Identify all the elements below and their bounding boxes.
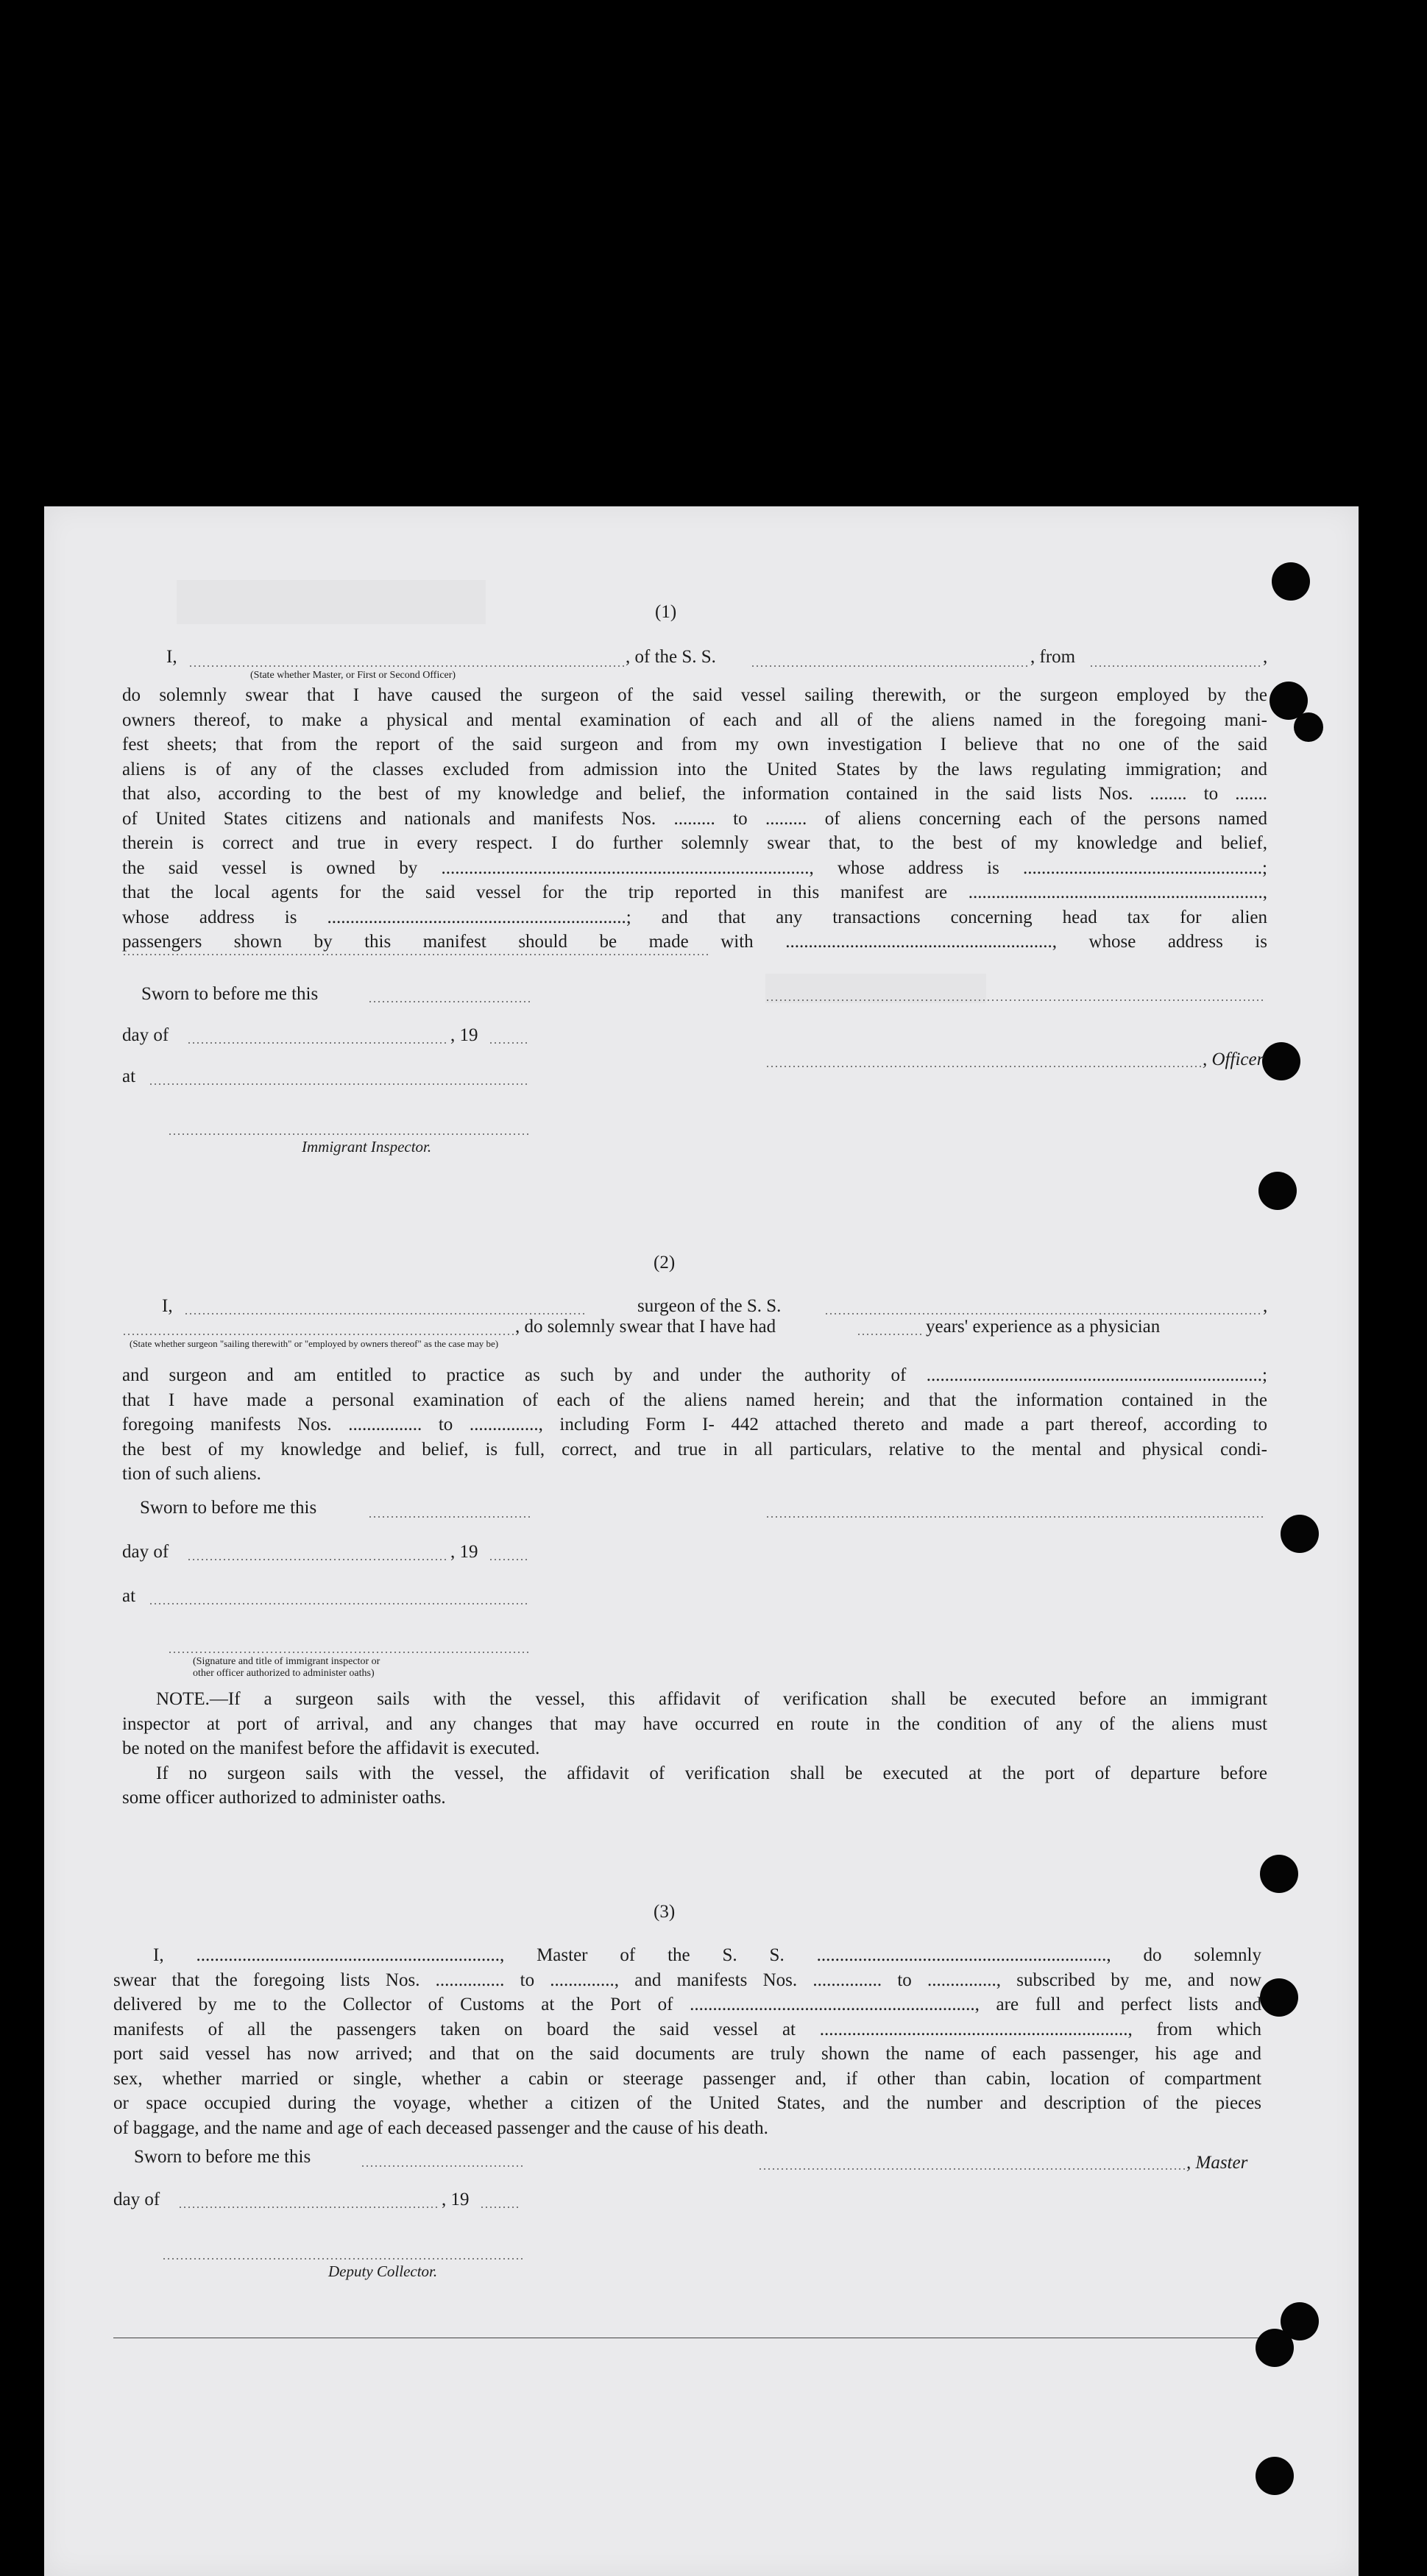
month-blank: [178, 2207, 440, 2208]
paragraph-line: fest sheets; that from the report of the said surgeon and from my own investigation I believe that no one of the said: [122, 735, 1267, 754]
surgeon-status-caption: (State whether surgeon "sailing therewith" or "employed by owners thereof" as the case may be): [130, 1338, 499, 1349]
section-1-heading: (1): [655, 602, 677, 622]
month-blank: [187, 1559, 449, 1560]
paragraph-line: and surgeon and am entitled to practice as such by and under the authority of .........................................................................;: [122, 1365, 1267, 1385]
punch-hole: [1272, 562, 1310, 601]
year-prefix: , 19: [442, 2190, 470, 2209]
paragraph-line: of United States citizens and nationals and manifests Nos. ......... to ......... of aliens concerning each of the persons named: [122, 808, 1267, 829]
bleed-through-stamp: [177, 580, 486, 624]
sworn-label: Sworn to before me this: [140, 1498, 317, 1518]
officer-rank-caption: (State whether Master, or First or Second Officer): [250, 670, 456, 681]
punch-hole: [1262, 1042, 1300, 1080]
manifest-page: [44, 506, 1359, 2576]
master-caption: , Master: [1186, 2153, 1248, 2173]
paragraph-line: I, .................................................................., Master of the S. S. ..............................................................., do solemnly: [153, 1945, 1261, 1965]
section-1-paragraph: [122, 683, 1267, 955]
day-of-label: day of: [113, 2190, 160, 2209]
note-line: inspector at port of arrival, and any changes that may have occurred en route in the condition of any of the aliens must: [122, 1713, 1267, 1734]
years-blank: [857, 1334, 921, 1335]
paragraph-line: owners thereof, to make a physical and mental examination of each and all of the aliens named in the foregoing mani-: [122, 710, 1267, 730]
paragraph-line: tion of such aliens.: [122, 1464, 261, 1484]
of-the-ss-label: , of the S. S.: [626, 647, 716, 667]
paragraph-line: passengers shown by this manifest should be made with .........................................................., whose address is: [122, 932, 1267, 952]
signature-caption: other officer authorized to administer oaths): [193, 1668, 375, 1679]
place-blank: [149, 1603, 530, 1604]
paragraph-line: swear that the foregoing lists Nos. ............... to .............., and manifests Nos. ............... to ..............., subscribed by me, and now: [113, 1970, 1261, 1990]
day-of-label: day of: [122, 1025, 169, 1045]
paragraph-line: therein is correct and true in every respect. I do further solemnly swear that, to the best of my knowledge and belief,: [122, 833, 1267, 853]
year-prefix: , 19: [450, 1542, 478, 1562]
paragraph-line: sex, whether married or single, whether a cabin or steerage passenger and, if other than cabin, location of compartment: [113, 2068, 1261, 2089]
at-label: at: [122, 1066, 136, 1086]
paragraph-line: delivered by me to the Collector of Customs at the Port of .............................................................., are full and perfect lists and: [113, 1995, 1261, 2014]
punch-hole: [1260, 1855, 1298, 1893]
line-end-comma: ,: [1263, 1296, 1268, 1316]
surgeon-status-blank: [122, 1334, 514, 1335]
paragraph-line: that I have made a personal examination of each of the aliens named herein; and that the information contained in the: [122, 1390, 1267, 1410]
deputy-caption: Deputy Collector.: [328, 2262, 438, 2280]
sworn-date-blank: [368, 1516, 530, 1518]
punch-hole: [1260, 1978, 1298, 2017]
paragraph-line: foregoing manifests Nos. ................ to ..............., including Form I- 442 attached thereto and made a part thereof, according to: [122, 1415, 1267, 1434]
sworn-label: Sworn to before me this: [134, 2147, 311, 2167]
paragraph-line: manifests of all the passengers taken on board the said vessel at ..................................................................., from which: [113, 2019, 1261, 2039]
year-prefix: , 19: [450, 1025, 478, 1045]
punch-hole: [1281, 1515, 1319, 1553]
paragraph-line: aliens is of any of the classes excluded from admission into the United States by the laws regulating immigration; and: [122, 759, 1267, 779]
place-blank: [149, 1083, 530, 1085]
punch-hole: [1294, 712, 1323, 742]
signature-caption: (Signature and title of immigrant inspector or: [193, 1656, 380, 1667]
pronoun-i: I,: [162, 1296, 173, 1316]
punch-hole: [1256, 2329, 1294, 2367]
departure-port-blank: [1089, 665, 1263, 667]
sworn-date-blank: [361, 2165, 523, 2167]
line-end-comma: ,: [1263, 647, 1268, 667]
note-line: NOTE.—If a surgeon sails with the vessel, this affidavit of verification shall be executed before an immigrant: [156, 1689, 1267, 1709]
note-line: If no surgeon sails with the vessel, the affidavit of verification shall be executed at the port of departure before: [156, 1763, 1267, 1783]
section-2-heading: (2): [654, 1253, 676, 1273]
officer-caption: , Officer: [1203, 1050, 1264, 1069]
paragraph-line: do solemnly swear that I have caused the surgeon of the said vessel sailing therewith, or the surgeon employed by the: [122, 685, 1267, 705]
officer-rank-blank: [188, 665, 624, 667]
section-2-paragraph: [122, 1363, 1267, 1487]
bleed-through-stamp: [765, 974, 986, 1003]
sworn-date-blank: [368, 1001, 530, 1002]
punch-hole: [1258, 1172, 1297, 1210]
day-of-label: day of: [122, 1542, 169, 1562]
year-blank: [489, 1042, 528, 1044]
section-3-paragraph: [113, 1943, 1261, 2140]
note-line: some officer authorized to administer oaths.: [122, 1788, 446, 1808]
paragraph-end-blank: [122, 954, 711, 955]
paragraph-line: the said vessel is owned by ................................................................................, whose address is ....................................................;: [122, 857, 1267, 878]
pronoun-i: I,: [166, 647, 177, 667]
at-label: at: [122, 1586, 136, 1606]
paragraph-line: or space occupied during the voyage, whether a citizen of the United States, and the number and description of the pieces: [113, 2093, 1261, 2113]
section-3-heading: (3): [654, 1902, 676, 1922]
master-signature-blank: [758, 2168, 1185, 2170]
years-experience-label: years' experience as a physician: [926, 1317, 1161, 1337]
inspector-caption: Immigrant Inspector.: [302, 1138, 432, 1156]
paragraph-line: port said vessel has now arrived; and that on the said documents are truly shown the name of each passenger, his age and: [113, 2044, 1261, 2064]
from-label: , from: [1030, 647, 1076, 667]
note-block: [122, 1687, 1267, 1811]
vessel-name-blank: [751, 665, 1029, 667]
punch-hole: [1256, 2457, 1294, 2495]
month-blank: [187, 1042, 449, 1044]
paragraph-line: whose address is .................................................................; and that any transactions concerning head tax for alien: [122, 907, 1267, 927]
officer-signature-blank: [765, 1066, 1201, 1067]
note-line: be noted on the manifest before the affidavit is executed.: [122, 1738, 540, 1758]
year-blank: [489, 1559, 528, 1560]
year-blank: [480, 2207, 520, 2208]
inspector-signature-blank: [168, 1652, 530, 1653]
officer-signature-blank-top: [765, 999, 1263, 1001]
surgeon-of-ss-label: surgeon of the S. S.: [637, 1296, 782, 1316]
paragraph-line: the best of my knowledge and belief, is full, correct, and true in all particulars, relative to the mental and physical condi-: [122, 1439, 1267, 1459]
paragraph-line: that the local agents for the said vessel for the trip reported in this manifest are ................................................................,: [122, 882, 1267, 902]
sworn-label: Sworn to before me this: [141, 984, 319, 1004]
swear-label: , do solemnly swear that I have had: [515, 1317, 776, 1337]
signature-blank: [765, 1516, 1263, 1518]
paragraph-line: that also, according to the best of my knowledge and belief, the information contained in the said lists Nos. ........ to .......: [122, 784, 1267, 804]
paragraph-line: of baggage, and the name and age of each deceased passenger and the cause of his death.: [113, 2117, 768, 2138]
